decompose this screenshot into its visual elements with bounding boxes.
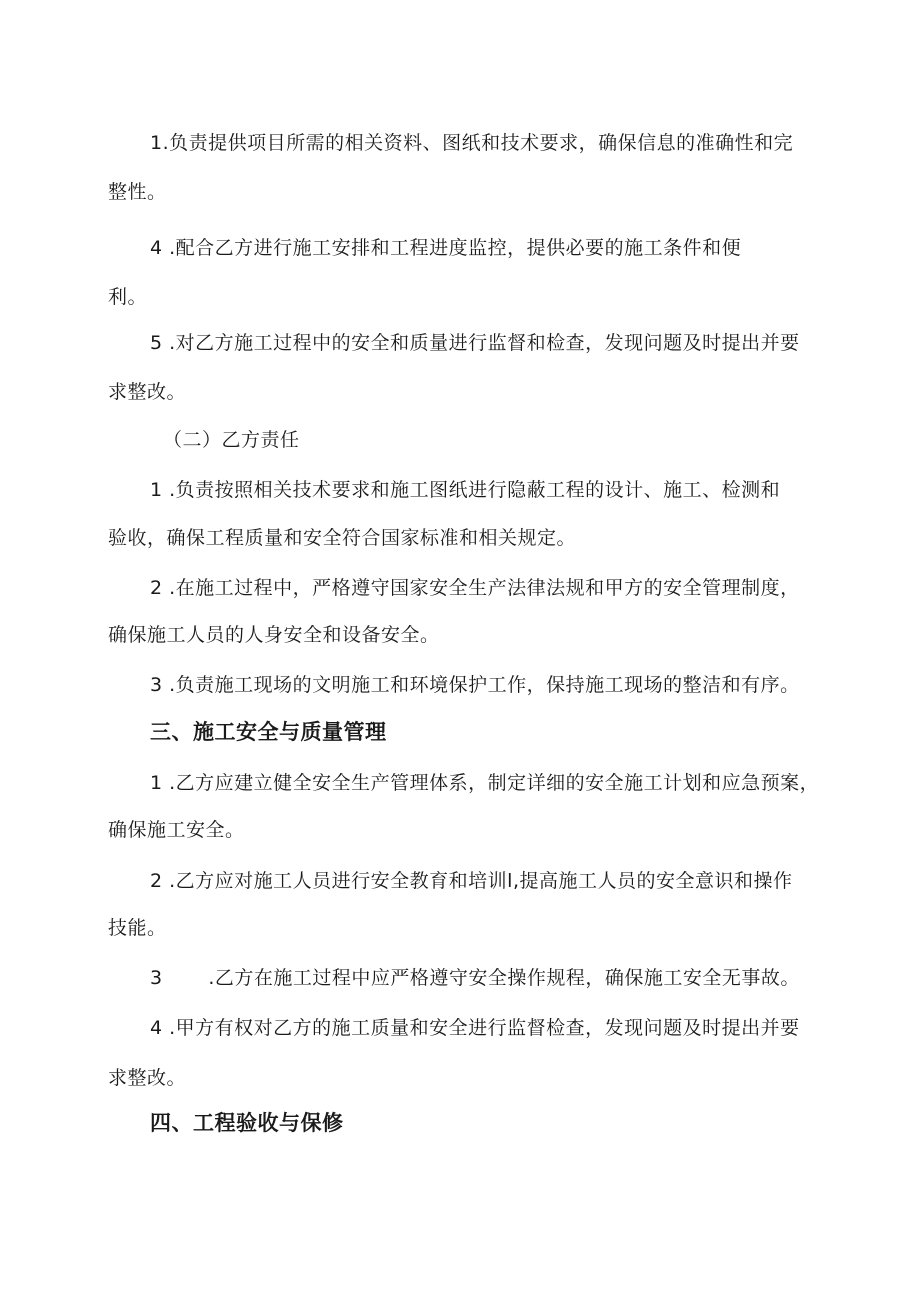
section-heading: 四、工程验收与保修 <box>150 1111 344 1135</box>
subheading: （二）乙方责任 <box>163 429 300 451</box>
paragraph-line: 求整改。 <box>108 1067 187 1089</box>
paragraph-line: 确保施工安全。 <box>108 819 245 841</box>
paragraph-line: 2 .乙方应对施工人员进行安全教育和培训l,提高施工人员的安全意识和操作 <box>150 870 793 892</box>
paragraph-line: 1 .负责按照相关技术要求和施工图纸进行隐蔽工程的设计、施工、检测和 <box>150 479 781 501</box>
paragraph-line: 整性。 <box>108 181 167 203</box>
paragraph-line: 4 .配合乙方进行施工安排和工程进度监控，提供必要的施工条件和便 <box>150 237 742 259</box>
paragraph-line: 2 .在施工过程中，严格遵守国家安全生产法律法规和甲方的安全管理制度， <box>150 577 800 599</box>
paragraph-line: 5 .对乙方施工过程中的安全和质量进行监督和检查，发现问题及时提出并要 <box>150 332 800 354</box>
paragraph-line: 验收，确保工程质量和安全符合国家标准和相关规定。 <box>108 527 577 549</box>
paragraph-line: 1.负责提供项目所需的相关资料、图纸和技术要求，确保信息的准确性和完 <box>150 132 794 154</box>
paragraph-line: 技能。 <box>108 917 167 939</box>
paragraph-line: 确保施工人员的人身安全和设备安全。 <box>108 624 440 646</box>
paragraph-line: 4 .甲方有权对乙方的施工质量和安全进行监督检查，发现问题及时提出并要 <box>150 1017 800 1039</box>
paragraph-line: 求整改。 <box>108 381 187 403</box>
paragraph-line: 利。 <box>108 286 148 308</box>
section-heading: 三、施工安全与质量管理 <box>150 720 387 744</box>
paragraph-line: 3 .乙方在施工过程中应严格遵守安全操作规程，确保施工安全无事故。 <box>150 967 800 989</box>
paragraph-line: 1 .乙方应建立健全安全生产管理体系，制定详细的安全施工计划和应急预案， <box>150 772 820 794</box>
paragraph-line: 3 .负责施工现场的文明施工和环境保护工作，保持施工现场的整洁和有序。 <box>150 674 800 696</box>
